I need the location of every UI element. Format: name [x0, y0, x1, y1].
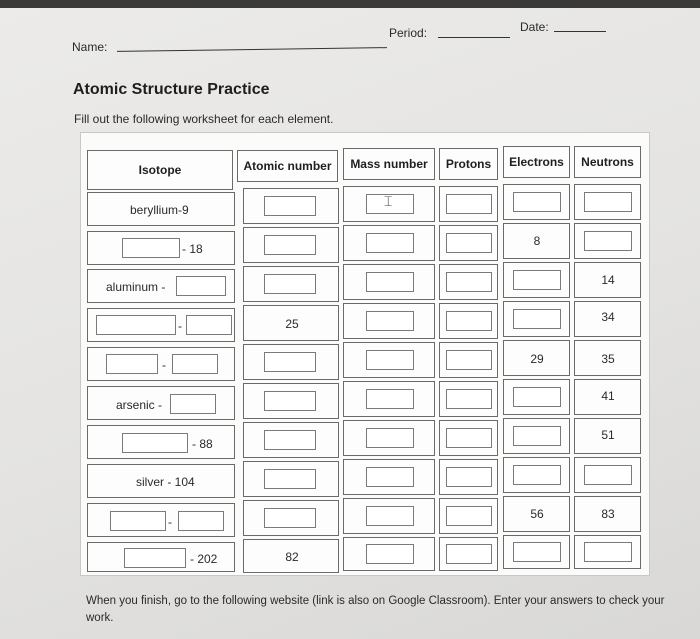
protons-cell — [439, 264, 498, 300]
protons-input[interactable] — [446, 272, 492, 292]
protons-cell — [439, 342, 498, 378]
mass-number-input[interactable] — [366, 467, 414, 487]
element-name-input[interactable] — [122, 433, 188, 453]
electrons-input[interactable] — [513, 309, 561, 329]
mass-number-cell — [343, 420, 435, 456]
atomic-number-input[interactable] — [264, 469, 316, 489]
neutrons-value: 14 — [601, 273, 615, 287]
worksheet-instructions: Fill out the following worksheet for each element. — [74, 112, 334, 126]
electrons-cell — [503, 301, 570, 337]
electrons-value: 29 — [530, 352, 544, 366]
isotope-name-label: arsenic - — [116, 398, 163, 412]
isotope-label: beryllium-9 — [130, 203, 189, 217]
name-label: Name: — [72, 40, 108, 54]
isotope-cell — [87, 542, 235, 572]
electrons-cell — [503, 262, 570, 298]
electrons-value: 56 — [530, 507, 544, 521]
element-name-input[interactable] — [110, 511, 166, 531]
atomic-number-cell — [243, 422, 339, 458]
protons-cell — [439, 420, 498, 456]
atomic-number-cell — [243, 383, 339, 419]
atomic-number-input[interactable] — [264, 508, 316, 528]
mass-number-cell — [343, 459, 435, 495]
mass-number-cell — [343, 264, 435, 300]
electrons-input[interactable] — [513, 465, 561, 485]
element-name-input[interactable] — [96, 315, 176, 335]
neutrons-cell — [574, 379, 641, 415]
atomic-number-cell — [243, 188, 339, 224]
electrons-cell — [503, 457, 570, 493]
neutrons-cell — [574, 184, 641, 220]
isotope-cell — [87, 269, 235, 303]
footer-instructions: When you finish, go to the following website (link is also on Google Classroom). Enter your answers to check your work. — [86, 595, 665, 624]
electrons-cell — [503, 535, 570, 569]
element-name-input[interactable] — [124, 548, 186, 568]
header-mass-number: Mass number — [343, 148, 435, 180]
protons-cell — [439, 381, 498, 417]
electrons-input[interactable] — [513, 426, 561, 446]
neutrons-cell — [574, 535, 641, 569]
isotope-mass-label: - 202 — [190, 552, 218, 566]
neutrons-cell — [574, 418, 641, 454]
header-isotope: Isotope — [87, 150, 233, 190]
neutrons-value: 41 — [601, 389, 615, 403]
header-protons: Protons — [439, 148, 498, 180]
neutrons-cell — [574, 496, 641, 532]
mass-number-cell — [343, 186, 435, 222]
electrons-input[interactable] — [513, 192, 561, 212]
isotope-cell — [87, 192, 235, 226]
isotope-cell — [87, 464, 235, 498]
electrons-input[interactable] — [513, 542, 561, 562]
text-cursor-icon: ⌶ — [384, 193, 393, 209]
header-electrons: Electrons — [503, 146, 570, 178]
neutrons-input[interactable] — [584, 542, 632, 562]
neutrons-input[interactable] — [584, 192, 632, 212]
electrons-input[interactable] — [513, 387, 561, 407]
atomic-number-value: 82 — [285, 550, 299, 564]
neutrons-value: 35 — [601, 352, 615, 366]
atomic-number-input[interactable] — [264, 274, 316, 294]
neutrons-value: 34 — [601, 310, 615, 324]
mass-number-input[interactable] — [366, 506, 414, 526]
isotope-cell — [87, 308, 235, 342]
atomic-number-cell — [243, 266, 339, 302]
mass-number-isotope-input[interactable] — [176, 276, 226, 296]
isotope-label: silver - 104 — [136, 475, 195, 489]
protons-cell — [439, 537, 498, 571]
mass-number-input[interactable] — [366, 428, 414, 448]
element-name-input[interactable] — [122, 238, 180, 258]
mass-number-cell — [343, 537, 435, 571]
atomic-number-input[interactable] — [264, 196, 316, 216]
atomic-number-cell — [243, 500, 339, 536]
mass-number-cell — [343, 342, 435, 378]
electrons-input[interactable] — [513, 270, 561, 290]
mass-number-cell — [343, 225, 435, 261]
isotope-name-label: aluminum - — [106, 280, 166, 294]
neutrons-value: 51 — [601, 428, 615, 442]
mass-number-cell — [343, 498, 435, 534]
protons-input[interactable] — [446, 467, 492, 487]
protons-cell — [439, 459, 498, 495]
neutrons-cell — [574, 340, 641, 376]
neutrons-input[interactable] — [584, 231, 632, 251]
date-label: Date: — [520, 20, 549, 34]
period-blank[interactable] — [438, 37, 510, 38]
mass-number-isotope-input[interactable] — [186, 315, 232, 335]
worksheet-table — [80, 132, 650, 576]
isotope-cell — [87, 425, 235, 459]
electrons-cell — [503, 184, 570, 220]
header-atomic-number: Atomic number — [237, 150, 338, 182]
isotope-dash: - — [168, 515, 172, 529]
isotope-cell — [87, 347, 235, 381]
isotope-cell — [87, 231, 235, 265]
protons-input[interactable] — [446, 428, 492, 448]
neutrons-cell — [574, 262, 641, 298]
worksheet-title: Atomic Structure Practice — [73, 81, 270, 98]
protons-input[interactable] — [446, 311, 492, 331]
mass-number-cell — [343, 303, 435, 339]
top-edge-bar — [0, 0, 700, 8]
electrons-cell — [503, 496, 570, 532]
atomic-number-input[interactable] — [264, 352, 316, 372]
isotope-mass-label: - 88 — [192, 437, 213, 451]
mass-number-input[interactable] — [366, 233, 414, 253]
atomic-number-input[interactable] — [264, 391, 316, 411]
mass-number-isotope-input[interactable] — [172, 354, 218, 374]
electrons-cell — [503, 379, 570, 415]
electrons-value: 8 — [533, 234, 541, 248]
mass-number-input[interactable] — [366, 311, 414, 331]
mass-number-input[interactable] — [366, 389, 414, 409]
neutrons-cell — [574, 457, 641, 493]
neutrons-cell — [574, 301, 641, 337]
isotope-cell — [87, 386, 235, 420]
protons-cell — [439, 303, 498, 339]
date-blank[interactable] — [554, 31, 606, 32]
isotope-cell — [87, 503, 235, 537]
isotope-dash: - — [178, 319, 182, 333]
header-neutrons: Neutrons — [574, 146, 641, 178]
mass-number-input[interactable] — [366, 272, 414, 292]
mass-number-input[interactable] — [366, 544, 414, 564]
mass-number-cell — [343, 381, 435, 417]
period-label: Period: — [389, 26, 428, 40]
element-name-input[interactable] — [106, 354, 158, 374]
mass-number-isotope-input[interactable] — [178, 511, 224, 531]
neutrons-cell — [574, 223, 641, 259]
atomic-number-cell — [243, 227, 339, 263]
atomic-number-input[interactable] — [264, 235, 316, 255]
neutrons-input[interactable] — [584, 465, 632, 485]
protons-cell — [439, 225, 498, 261]
protons-input[interactable] — [446, 506, 492, 526]
protons-input[interactable] — [446, 233, 492, 253]
protons-input[interactable] — [446, 194, 492, 214]
atomic-number-input[interactable] — [264, 430, 316, 450]
electrons-cell — [503, 340, 570, 376]
mass-number-input[interactable] — [366, 350, 414, 370]
electrons-cell — [503, 418, 570, 454]
mass-number-isotope-input[interactable] — [170, 394, 216, 414]
protons-input[interactable] — [446, 544, 492, 564]
electrons-cell — [503, 223, 570, 259]
atomic-number-cell — [243, 305, 339, 341]
protons-input[interactable] — [446, 350, 492, 370]
name-blank[interactable] — [117, 47, 387, 52]
protons-cell — [439, 498, 498, 534]
isotope-dash: - — [162, 358, 166, 372]
atomic-number-value: 25 — [285, 317, 299, 331]
atomic-number-cell — [243, 539, 339, 573]
protons-cell — [439, 186, 498, 222]
protons-input[interactable] — [446, 389, 492, 409]
neutrons-value: 83 — [601, 507, 615, 521]
isotope-mass-label: - 18 — [182, 242, 203, 256]
atomic-number-cell — [243, 461, 339, 497]
atomic-number-cell — [243, 344, 339, 380]
